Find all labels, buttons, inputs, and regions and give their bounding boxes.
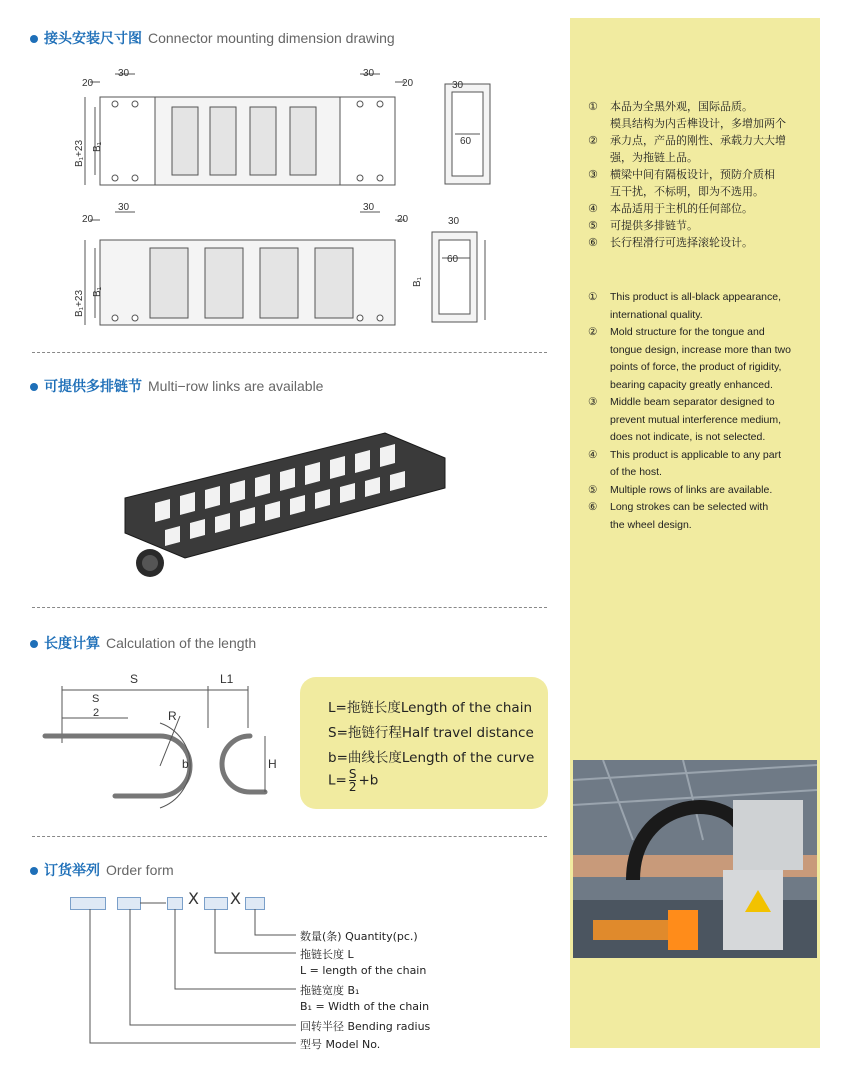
- section-title-connector: 接头安装尺寸图 Connector mounting dimension drawing: [30, 28, 395, 48]
- note-en-line: prevent mutual interference medium,: [610, 413, 781, 426]
- connector-drawing: [60, 62, 510, 327]
- note-zh-line: ⑤ 可提供多排链节。: [588, 219, 698, 232]
- machine-photo: [573, 760, 817, 958]
- dim-20-bottom-right: 20: [397, 214, 409, 225]
- note-zh-line: ⑥ 长行程滑行可选择滚轮设计。: [588, 236, 753, 249]
- bullet-icon: [30, 383, 38, 391]
- connector-drawing-bottom: [85, 212, 485, 325]
- divider-2: [32, 607, 547, 608]
- dim-b1-23-bottom: B₁+23: [74, 289, 85, 317]
- dim-30-side-bottom: 30: [448, 216, 460, 227]
- dim-60-side-bottom: 60: [447, 254, 459, 265]
- note-en-line: points of force, the product of rigidity,: [610, 361, 782, 373]
- divider-3: [32, 836, 547, 837]
- label-h: H: [268, 757, 277, 771]
- order-label-length-en: L = length of the chain: [300, 964, 427, 977]
- dim-30-bottom-left: 30: [118, 202, 130, 213]
- dim-b1-bottom: B₁: [92, 286, 103, 297]
- order-label-radius: 回转半径 Bending radius: [300, 1020, 431, 1033]
- dim-b1-top: B₁: [92, 141, 103, 152]
- order-x-1: X: [188, 889, 199, 908]
- note-zh-line: ① 本品为全黑外观，国际品质。: [588, 100, 753, 113]
- dim-30-side-top: 30: [452, 80, 464, 91]
- order-leader-lines: [60, 895, 300, 1050]
- formula-s: S=拖链行程Half travel distance: [328, 725, 534, 741]
- label-s: S: [130, 672, 139, 686]
- note-zh-line: 模具结构为内舌榫设计，多增加两个: [610, 117, 786, 130]
- note-en-line: international quality.: [610, 308, 703, 321]
- label-l1: L1: [220, 672, 234, 686]
- note-en-line: ④ This product is applicable to any part: [588, 448, 782, 461]
- label-r: R: [168, 709, 177, 723]
- bullet-icon: [30, 640, 38, 648]
- connector-drawing-top: [85, 74, 490, 185]
- dim-b1-23-top: B₁+23: [74, 139, 85, 167]
- note-en-line: ③ Middle beam separator designed to: [588, 396, 775, 408]
- section-title-multirow: 可提供多排链节 Multi−row links are available: [30, 376, 323, 396]
- dim-20-top-left: 20: [82, 78, 94, 89]
- divider-1: [32, 352, 547, 353]
- section-title-order: 订货举列 Order form: [30, 860, 174, 880]
- note-zh-line: 互干扰，不标明，即为不选用。: [610, 185, 764, 198]
- order-label-width-en: B₁ = Width of the chain: [300, 1000, 430, 1013]
- label-s-den: 2: [93, 707, 100, 719]
- notes-zh: [588, 98, 808, 251]
- note-en-line: bearing capacity greatly enhanced.: [610, 378, 773, 391]
- note-en-line: of the host.: [610, 466, 662, 478]
- dim-20-top-right: 20: [402, 78, 414, 89]
- section-title-length: 长度计算 Calculation of the length: [30, 633, 256, 653]
- note-en-line: ① This product is all-black appearance,: [588, 291, 782, 303]
- length-diagram: [40, 668, 295, 818]
- note-zh-line: ④ 本品适用于主机的任何部位。: [588, 202, 753, 215]
- dim-30-top-right: 30: [363, 68, 375, 79]
- order-label-quantity: 数量(条) Quantity(pc.): [300, 930, 418, 943]
- note-en-line: tongue design, increase more than two: [610, 343, 791, 356]
- order-label-length-zh: 拖链长度 L: [300, 948, 354, 961]
- notes-en: [588, 289, 808, 534]
- dim-20-bottom-left: 20: [82, 214, 94, 225]
- formula-total: L= $\frac{S}{2}$ +b: [328, 767, 379, 794]
- formula-l: L=拖链长度Length of the chain: [328, 700, 532, 716]
- dim-30-top-left: 30: [118, 68, 130, 79]
- note-zh-line: ③ 横梁中间有隔板设计，预防介质相: [588, 168, 775, 181]
- label-s-num: S: [92, 693, 100, 705]
- bullet-icon: [30, 35, 38, 43]
- order-x-2: X: [230, 889, 241, 908]
- dim-b1-side-bottom: B₁: [412, 276, 423, 287]
- note-zh-line: 强，为拖链上品。: [610, 151, 698, 164]
- note-en-line: the wheel design.: [610, 518, 692, 531]
- note-en-line: ⑤ Multiple rows of links are available.: [588, 483, 773, 496]
- note-en-line: ⑥ Long strokes can be selected with: [588, 501, 769, 513]
- dim-60-side-top: 60: [460, 136, 472, 147]
- note-en-line: does not indicate, is not selected.: [610, 431, 766, 443]
- note-en-line: ② Mold structure for the tongue and: [588, 326, 765, 338]
- dim-30-bottom-right: 30: [363, 202, 375, 213]
- bullet-icon: [30, 867, 38, 875]
- order-label-width-zh: 拖链宽度 B₁: [300, 984, 360, 997]
- note-zh-line: ② 承力点，产品的刚性、承载力大大增: [588, 134, 786, 147]
- order-label-model: 型号 Model No.: [300, 1038, 381, 1051]
- label-b: b: [182, 757, 189, 771]
- multirow-chain-image: [115, 418, 455, 583]
- formula-b: b=曲线长度Length of the curve: [328, 750, 535, 766]
